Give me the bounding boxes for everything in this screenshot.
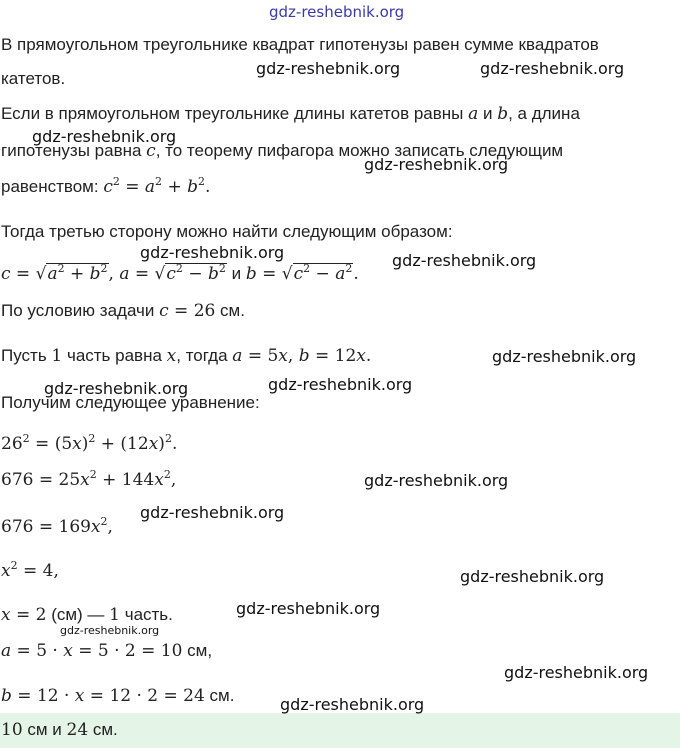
hypotenuse-text-line: гипотенузы равна c, то теорему пифагора можно записать следующим — [1, 141, 564, 161]
watermark: gdz-reshebnik.org — [236, 599, 381, 618]
equation-1: $26^2 = (5x)^2 + (12x)^2$. — [1, 432, 178, 454]
third-side-text-line: Тогда третью сторону можно найти следующим образом: — [1, 222, 453, 241]
answer-box — [0, 713, 680, 748]
equation-7: b = 12 · x = 12 · 2 = 24 см. — [1, 686, 235, 706]
watermark: gdz-reshebnik.org — [492, 347, 637, 366]
watermark: gdz-reshebnik.org — [268, 375, 413, 394]
equation-6: a = 5 · x = 5 · 2 = 10 см, — [1, 641, 213, 661]
watermark: gdz-reshebnik.org — [32, 127, 177, 146]
equation-4: $x^2 = 4$, — [1, 559, 59, 581]
watermark: gdz-reshebnik.org — [280, 695, 425, 714]
watermark: gdz-reshebnik.org — [140, 503, 285, 522]
given-condition-line: По условию задачи c = 26 см. — [1, 301, 245, 321]
sqrt-expression: $c^2 - b^2$ — [166, 262, 226, 284]
legs-text-line: Если в прямоугольном треугольнике длины катетов равны a и b, а длина — [1, 104, 580, 124]
equation-intro-line: Получим следующее уравнение: — [1, 393, 260, 412]
watermark: gdz-reshebnik.org — [60, 624, 160, 637]
equation-5: x = 2 (см) — 1 часть. — [1, 605, 173, 625]
let-part-line: Пусть 1 часть равна x, тогда a = 5x, b = 12x. — [1, 346, 372, 366]
theorem-text-line-2: катетов. — [1, 69, 66, 88]
answer-text: 10 см и 24 см. — [1, 720, 118, 740]
watermark: gdz-reshebnik.org — [504, 663, 649, 682]
watermark: gdz-reshebnik.org — [256, 59, 401, 78]
equation-3: $676 = 169x^2$, — [1, 515, 113, 537]
side-formulas-line: $c = √a^2 + b^2$, $a = √c^2 - b^2$ и $b = √c^2 - a^2$. — [1, 262, 359, 284]
watermark: gdz-reshebnik.org — [44, 379, 189, 398]
watermark: gdz-reshebnik.org — [480, 59, 625, 78]
watermark: gdz-reshebnik.org — [140, 243, 285, 262]
watermark: gdz-reshebnik.org — [460, 567, 605, 586]
equation-2: $676 = 25x^2 + 144x^2$, — [1, 468, 177, 490]
watermark-link[interactable]: gdz-reshebnik.org — [269, 3, 405, 21]
watermark: gdz-reshebnik.org — [364, 471, 509, 490]
watermark: gdz-reshebnik.org — [392, 251, 537, 270]
watermark: gdz-reshebnik.org — [364, 155, 509, 174]
theorem-text-line-1: В прямоугольном треугольнике квадрат гипотенузы равен сумме квадратов — [1, 35, 599, 54]
sqrt-expression: $a^2 + b^2$ — [47, 262, 108, 284]
sqrt-expression: $c^2 - a^2$ — [293, 262, 353, 284]
pythagoras-equation-line: равенством: $c^2 = a^2 + b^2$. — [1, 175, 211, 197]
